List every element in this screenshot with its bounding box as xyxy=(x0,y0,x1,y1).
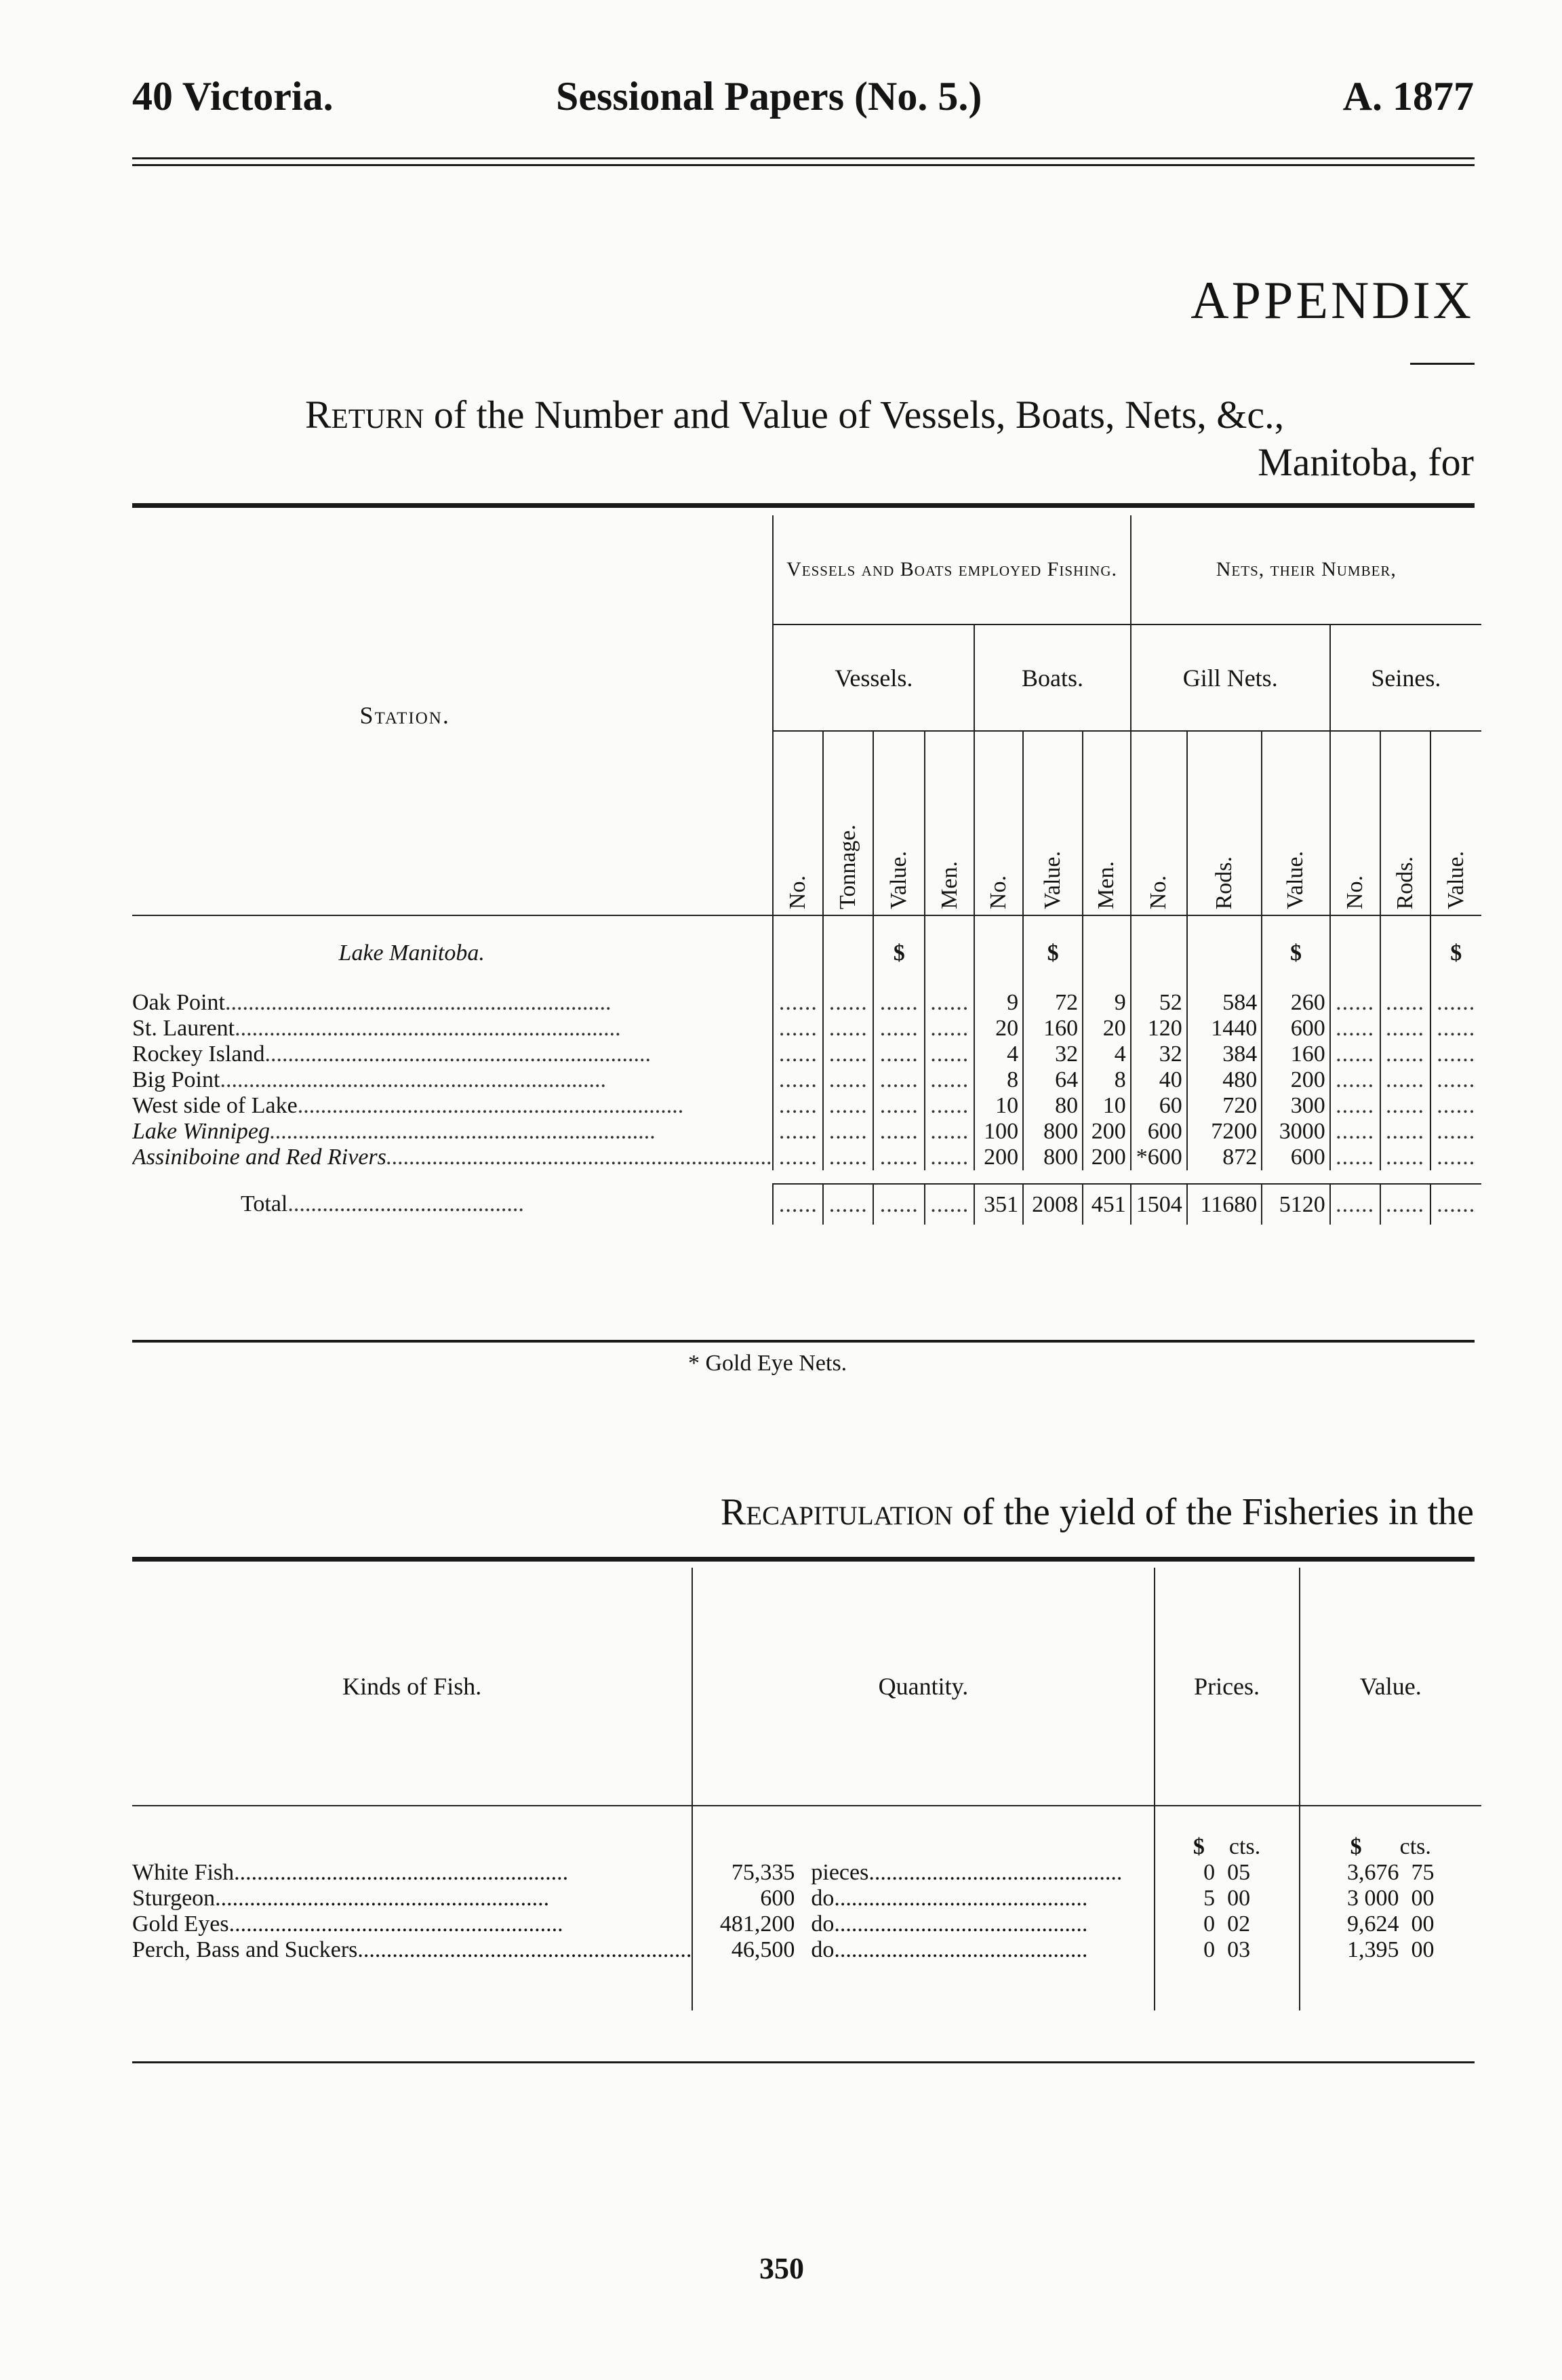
vessels-tonnage: ...... xyxy=(823,1042,873,1067)
vessels-men: ...... xyxy=(925,1119,974,1145)
seines-value: ...... xyxy=(1430,1145,1482,1170)
boats-no: 9 xyxy=(974,990,1023,1016)
return-title-text: of the Number and Value of Vessels, Boats, Nets, &c., xyxy=(433,393,1285,437)
gill-no: *600 xyxy=(1131,1145,1187,1170)
table1-bottom-rule xyxy=(132,1340,1475,1343)
gill-no: 40 xyxy=(1131,1067,1187,1093)
vessels-no: ...... xyxy=(773,1093,823,1119)
seines-rods: ...... xyxy=(1380,990,1430,1016)
total-boats-no: 351 xyxy=(974,1184,1023,1225)
vessels-value: ...... xyxy=(873,1119,925,1145)
vessels-tonnage: ...... xyxy=(823,1016,873,1042)
recap-title xyxy=(721,1490,1474,1534)
gill-value: 160 xyxy=(1262,1042,1329,1067)
return-title-line2: Manitoba, for xyxy=(1258,440,1474,484)
table2-bottom-rule xyxy=(132,2061,1475,2063)
fish-kind: White Fish.......................................................... xyxy=(132,1860,569,1885)
unit-dollar: $ xyxy=(873,915,925,990)
fish-quantity: 600 do............................................ xyxy=(692,1886,1154,1911)
return-title-line1 xyxy=(305,392,1284,437)
header-center: Sessional Papers (No. 5.) xyxy=(556,74,982,119)
seines-rods: ...... xyxy=(1380,1145,1430,1170)
vessels-value: ...... xyxy=(873,1016,925,1042)
station-name: Big Point................................................................... xyxy=(132,1067,606,1092)
recap-title-lead: Recapitulation xyxy=(720,1491,953,1533)
header-quantity: Quantity. xyxy=(692,1568,1154,1806)
total-gill-no: 1504 xyxy=(1131,1184,1187,1225)
vessels-no: ...... xyxy=(773,1145,823,1170)
seines-value: ...... xyxy=(1430,990,1482,1016)
boats-men: 4 xyxy=(1083,1042,1131,1067)
gill-rods: 480 xyxy=(1187,1067,1262,1093)
vessels-tonnage: ...... xyxy=(823,1093,873,1119)
gill-no: 60 xyxy=(1131,1093,1187,1119)
sub-seines: Seines. xyxy=(1330,624,1481,731)
gill-value: 600 xyxy=(1262,1145,1329,1170)
seines-no: ...... xyxy=(1330,1067,1380,1093)
seines-value: ...... xyxy=(1430,1093,1482,1119)
recap-title-text: of the yield of the Fisheries in the xyxy=(962,1491,1474,1533)
total-gill-rods: 11680 xyxy=(1187,1184,1262,1225)
seines-rods: ...... xyxy=(1380,1093,1430,1119)
station-name: West side of Lake................................................................... xyxy=(132,1093,684,1118)
unit-dollar: $ xyxy=(1023,915,1083,990)
seines-no: ...... xyxy=(1330,1042,1380,1067)
total-boats-value: 2008 xyxy=(1023,1184,1083,1225)
seines-no: ...... xyxy=(1330,1016,1380,1042)
boats-men: 200 xyxy=(1083,1145,1131,1170)
table-row xyxy=(132,1886,1481,1911)
boats-value: 800 xyxy=(1023,1145,1083,1170)
gill-rods: 384 xyxy=(1187,1042,1262,1067)
table-row xyxy=(132,1067,1481,1093)
table-row xyxy=(132,990,1481,1016)
header-prices: Prices. xyxy=(1155,1568,1300,1806)
table-row xyxy=(132,1119,1481,1145)
vessels-tonnage: ...... xyxy=(823,1067,873,1093)
total-boats-men: 451 xyxy=(1083,1184,1131,1225)
page-number: 350 xyxy=(759,2252,804,2285)
footnote: * Gold Eye Nets. xyxy=(688,1351,847,1376)
gill-no: 120 xyxy=(1131,1016,1187,1042)
header-kinds: Kinds of Fish. xyxy=(132,1568,692,1806)
col-seines-value: Value. xyxy=(1430,731,1482,915)
fish-value: 3,676 75 xyxy=(1300,1860,1481,1886)
seines-rods: ...... xyxy=(1380,1067,1430,1093)
gill-rods: 1440 xyxy=(1187,1016,1262,1042)
vessels-men: ...... xyxy=(925,1016,974,1042)
header-rule-bottom xyxy=(132,164,1475,166)
fish-price: 0 03 xyxy=(1155,1937,1300,1963)
col-vessels-tonnage: Tonnage. xyxy=(823,731,873,915)
vessels-value: ...... xyxy=(873,1093,925,1119)
table-row xyxy=(132,1860,1481,1886)
col-gill-no: No. xyxy=(1131,731,1187,915)
seines-value: ...... xyxy=(1430,1016,1482,1042)
total-cell: ...... xyxy=(925,1184,974,1225)
appendix-heading: APPENDIX xyxy=(1190,271,1474,330)
total-cell: ...... xyxy=(1430,1184,1482,1225)
vessels-men: ...... xyxy=(925,1093,974,1119)
fish-value: 9,624 00 xyxy=(1300,1911,1481,1937)
return-table xyxy=(132,515,1481,1225)
total-cell: ...... xyxy=(1330,1184,1380,1225)
col-boats-no: No. xyxy=(974,731,1023,915)
sub-vessels: Vessels. xyxy=(773,624,974,731)
fish-quantity: 481,200 do............................................ xyxy=(692,1911,1154,1937)
boats-value: 72 xyxy=(1023,990,1083,1016)
vessels-no: ...... xyxy=(773,1042,823,1067)
fish-value: 3 000 00 xyxy=(1300,1886,1481,1911)
gill-no: 52 xyxy=(1131,990,1187,1016)
station-name: St. Laurent................................................................... xyxy=(132,1016,621,1041)
vessels-value: ...... xyxy=(873,1067,925,1093)
vessels-no: ...... xyxy=(773,1016,823,1042)
fish-kind: Gold Eyes.......................................................... xyxy=(132,1911,563,1937)
fish-price: 0 05 xyxy=(1155,1860,1300,1886)
station-header: Station. xyxy=(359,701,450,729)
seines-no: ...... xyxy=(1330,990,1380,1016)
seines-value: ...... xyxy=(1430,1067,1482,1093)
boats-men: 200 xyxy=(1083,1119,1131,1145)
sub-gill-nets: Gill Nets. xyxy=(1131,624,1330,731)
unit-dollar: $ xyxy=(1262,915,1329,990)
vessels-tonnage: ...... xyxy=(823,1145,873,1170)
table-row xyxy=(132,1093,1481,1119)
boats-value: 64 xyxy=(1023,1067,1083,1093)
fish-quantity: 46,500 do............................................ xyxy=(692,1937,1154,1963)
vessels-no: ...... xyxy=(773,1067,823,1093)
seines-no: ...... xyxy=(1330,1145,1380,1170)
recap-table xyxy=(132,1568,1481,2010)
gill-value: 3000 xyxy=(1262,1119,1329,1145)
vessels-men: ...... xyxy=(925,990,974,1016)
table-row xyxy=(132,1042,1481,1067)
sub-boats: Boats. xyxy=(974,624,1130,731)
gill-value: 600 xyxy=(1262,1016,1329,1042)
boats-men: 10 xyxy=(1083,1093,1131,1119)
station-name: Rockey Island................................................................... xyxy=(132,1042,651,1067)
col-vessels-no: No. xyxy=(773,731,823,915)
gill-value: 200 xyxy=(1262,1067,1329,1093)
boats-men: 8 xyxy=(1083,1067,1131,1093)
header-left: 40 Victoria. xyxy=(132,74,334,119)
gill-rods: 7200 xyxy=(1187,1119,1262,1145)
value-units: $ cts. xyxy=(1300,1806,1481,1860)
boats-men: 20 xyxy=(1083,1016,1131,1042)
vessels-value: ...... xyxy=(873,990,925,1016)
seines-no: ...... xyxy=(1330,1093,1380,1119)
header-rule-top xyxy=(132,157,1475,159)
table1-top-rule xyxy=(132,503,1475,508)
seines-value: ...... xyxy=(1430,1119,1482,1145)
fish-quantity: 75,335 pieces............................................ xyxy=(692,1860,1154,1886)
section-lake-manitoba: Lake Manitoba. xyxy=(338,940,485,966)
header-value: Value. xyxy=(1300,1568,1481,1806)
boats-no: 100 xyxy=(974,1119,1023,1145)
station-name: Lake Winnipeg................................................................... xyxy=(132,1119,656,1144)
station-name: Assiniboine and Red Rivers................................................................... xyxy=(132,1145,773,1170)
fish-kind: Perch, Bass and Suckers.......................................................... xyxy=(132,1937,692,1962)
group-vessels-boats: Vessels and Boats employed Fishing. xyxy=(773,515,1130,624)
boats-no: 8 xyxy=(974,1067,1023,1093)
total-label: Total......................................... xyxy=(241,1191,524,1216)
gill-rods: 720 xyxy=(1187,1093,1262,1119)
boats-value: 32 xyxy=(1023,1042,1083,1067)
gill-value: 260 xyxy=(1262,990,1329,1016)
table-row xyxy=(132,1016,1481,1042)
boats-no: 10 xyxy=(974,1093,1023,1119)
total-cell: ...... xyxy=(773,1184,823,1225)
gill-rods: 584 xyxy=(1187,990,1262,1016)
seines-no: ...... xyxy=(1330,1119,1380,1145)
total-cell: ...... xyxy=(823,1184,873,1225)
total-cell: ...... xyxy=(1380,1184,1430,1225)
col-vessels-men: Men. xyxy=(925,731,974,915)
return-title-lead: Return xyxy=(305,393,424,437)
boats-value: 800 xyxy=(1023,1119,1083,1145)
vessels-men: ...... xyxy=(925,1067,974,1093)
unit-dollar: $ xyxy=(1430,915,1482,990)
col-vessels-value: Value. xyxy=(873,731,925,915)
fish-price: 0 02 xyxy=(1155,1911,1300,1937)
fish-kind: Sturgeon.......................................................... xyxy=(132,1886,550,1911)
vessels-value: ...... xyxy=(873,1145,925,1170)
boats-value: 80 xyxy=(1023,1093,1083,1119)
total-gill-value: 5120 xyxy=(1262,1184,1329,1225)
table-row xyxy=(132,1911,1481,1937)
table-row xyxy=(132,1145,1481,1170)
boats-men: 9 xyxy=(1083,990,1131,1016)
price-units: $ cts. xyxy=(1155,1806,1300,1860)
vessels-men: ...... xyxy=(925,1145,974,1170)
vessels-men: ...... xyxy=(925,1042,974,1067)
gill-rods: 872 xyxy=(1187,1145,1262,1170)
table2-top-rule xyxy=(132,1557,1475,1562)
seines-rods: ...... xyxy=(1380,1016,1430,1042)
col-boats-men: Men. xyxy=(1083,731,1131,915)
vessels-tonnage: ...... xyxy=(823,990,873,1016)
col-gill-value: Value. xyxy=(1262,731,1329,915)
col-seines-no: No. xyxy=(1330,731,1380,915)
table-row xyxy=(132,1937,1481,1963)
fish-price: 5 00 xyxy=(1155,1886,1300,1911)
vessels-tonnage: ...... xyxy=(823,1119,873,1145)
header-right: A. 1877 xyxy=(1342,74,1474,119)
col-seines-rods: Rods. xyxy=(1380,731,1430,915)
seines-rods: ...... xyxy=(1380,1042,1430,1067)
vessels-no: ...... xyxy=(773,1119,823,1145)
gill-value: 300 xyxy=(1262,1093,1329,1119)
col-boats-value: Value. xyxy=(1023,731,1083,915)
gill-no: 32 xyxy=(1131,1042,1187,1067)
appendix-dash xyxy=(1410,363,1475,365)
total-cell: ...... xyxy=(873,1184,925,1225)
seines-rods: ...... xyxy=(1380,1119,1430,1145)
group-nets: Nets, their Number, xyxy=(1131,515,1481,624)
vessels-value: ...... xyxy=(873,1042,925,1067)
fish-value: 1,395 00 xyxy=(1300,1937,1481,1963)
col-gill-rods: Rods. xyxy=(1187,731,1262,915)
vessels-no: ...... xyxy=(773,990,823,1016)
boats-no: 4 xyxy=(974,1042,1023,1067)
gill-no: 600 xyxy=(1131,1119,1187,1145)
seines-value: ...... xyxy=(1430,1042,1482,1067)
boats-value: 160 xyxy=(1023,1016,1083,1042)
boats-no: 20 xyxy=(974,1016,1023,1042)
boats-no: 200 xyxy=(974,1145,1023,1170)
station-name: Oak Point................................................................... xyxy=(132,990,612,1015)
